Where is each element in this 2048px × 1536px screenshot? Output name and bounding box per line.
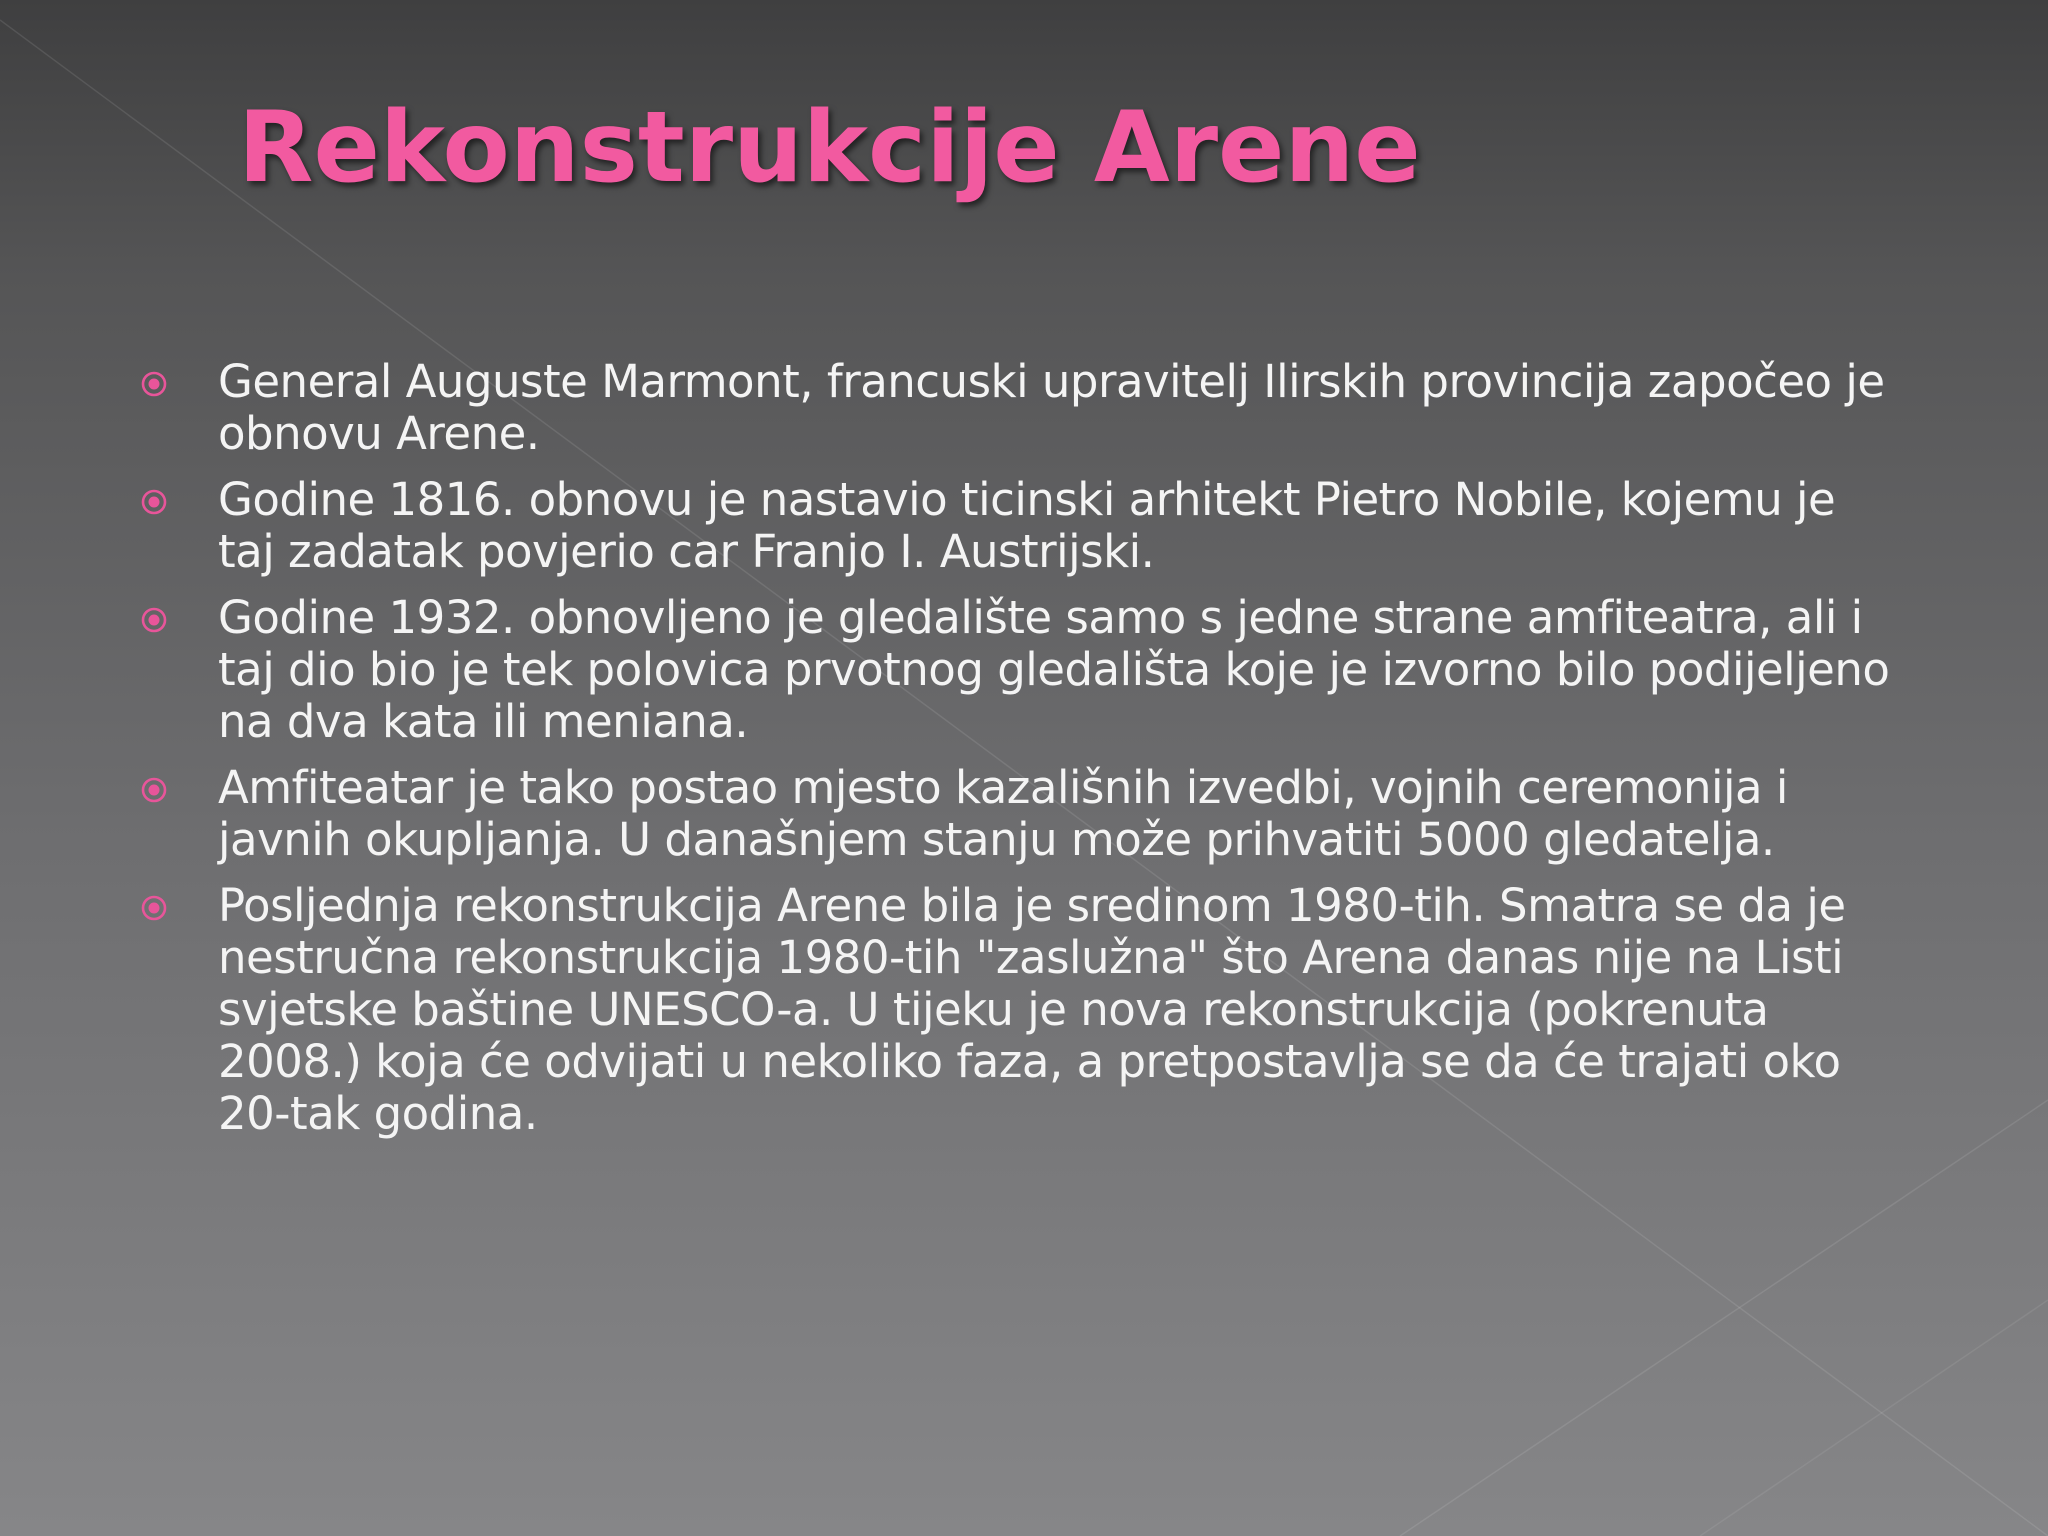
target-circle-icon [140, 776, 168, 804]
slide-title: Rekonstrukcije Arene [238, 91, 1421, 205]
bullet-text: Godine 1932. obnovljeno je gledalište samo s jedne strane amfiteatra, ali i taj dio bio je tek polovica prvotnog gledališta koje je izvorno bilo podijeljeno na dva kata ili meniana. [218, 591, 1890, 748]
bullet-list [138, 356, 1898, 1154]
bullet-text: Posljednja rekonstrukcija Arene bila je sredinom 1980-tih. Smatra se da je nestručna rekonstrukcija 1980-tih "zaslužna" što Arena danas nije na Listi svjetske baštine UNESCO-a. U tijeku je nova rekonstrukcija (pokrenuta 2008.) koja će odvijati u nekoliko faza, a pretpostavlja se da će trajati oko 20-tak godina. [218, 879, 1846, 1140]
target-circle-icon [140, 488, 168, 516]
target-circle-icon [140, 370, 168, 398]
list-item [138, 592, 1898, 748]
target-circle-icon [140, 606, 168, 634]
target-circle-icon [140, 894, 168, 922]
list-item [138, 762, 1898, 866]
bullet-text: Amfiteatar je tako postao mjesto kazališnih izvedbi, vojnih ceremonija i javnih okupljanja. U današnjem stanju može prihvatiti 5000 gledatelja. [218, 761, 1788, 866]
list-item [138, 474, 1898, 578]
bullet-text: General Auguste Marmont, francuski upravitelj Ilirskih provincija započeo je obnovu Arene. [218, 355, 1885, 460]
list-item [138, 880, 1898, 1140]
bullet-text: Godine 1816. obnovu je nastavio ticinski arhitekt Pietro Nobile, kojemu je taj zadatak povjerio car Franjo I. Austrijski. [218, 473, 1836, 578]
list-item [138, 356, 1898, 460]
